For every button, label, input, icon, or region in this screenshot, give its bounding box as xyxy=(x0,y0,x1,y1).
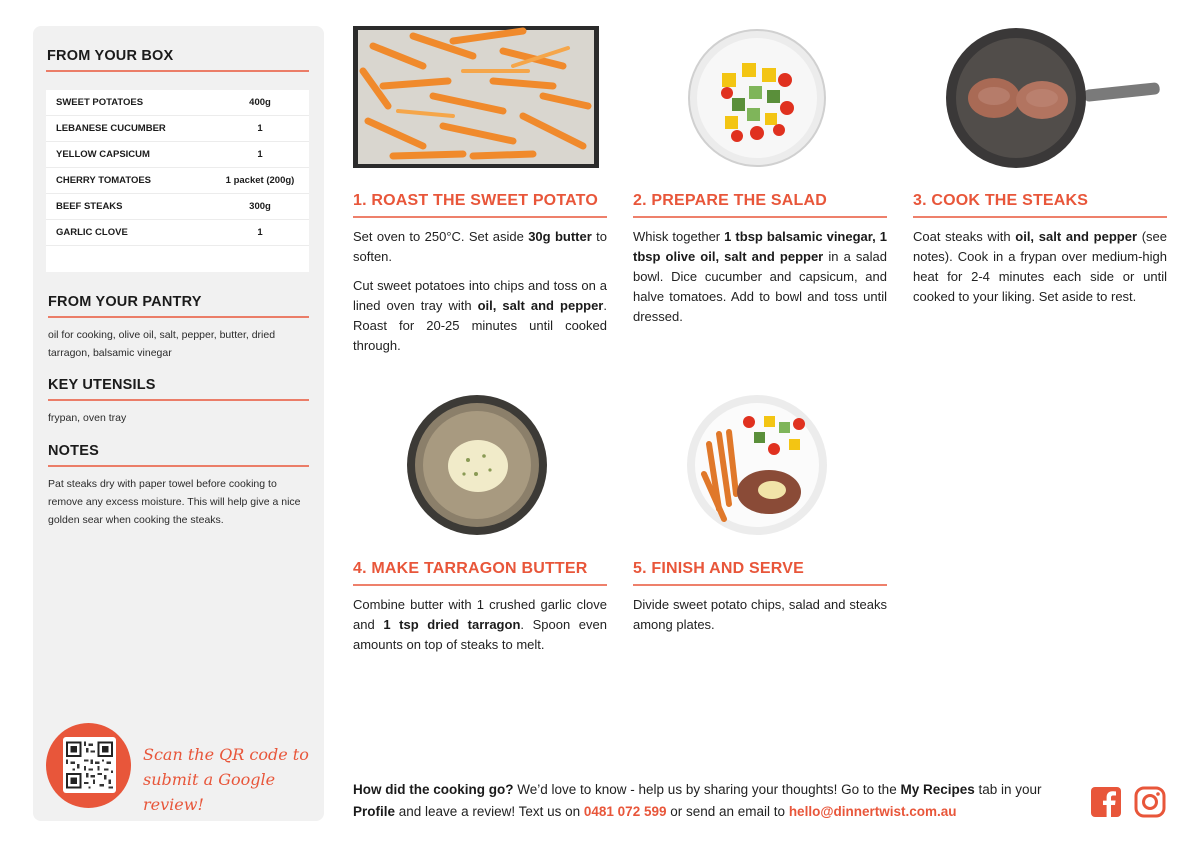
steaks-in-frypan-image xyxy=(944,26,1162,168)
step-divider xyxy=(353,216,607,218)
step-3-text: Coat steaks with oil, salt and pepper (see notes). Cook in a frypan over medium-high heat for 2-4 minutes each side or until cooked to your liking. Set aside to rest. xyxy=(913,229,1167,304)
sweet-potato-chips-on-tray-image xyxy=(353,26,599,168)
step-5-title: 5. FINISH AND SERVE xyxy=(633,560,804,577)
scan-text-line-2: submit a Google review! xyxy=(143,770,276,814)
heading-divider xyxy=(46,70,309,72)
ingredient-name: GARLIC CLOVE xyxy=(56,227,128,238)
step-2-title: 2. PREPARE THE SALAD xyxy=(633,192,827,209)
heading-divider xyxy=(48,316,309,318)
ingredient-row xyxy=(46,116,309,142)
ingredient-row xyxy=(46,194,309,220)
ingredient-row xyxy=(46,220,309,246)
notes-text: Pat steaks dry with paper towel before cooking to remove any excess moisture. This will help give a nice golden sear when cooking the steaks. xyxy=(48,477,301,526)
ingredient-qty: 1 xyxy=(257,149,263,160)
ingredient-name: YELLOW CAPSICUM xyxy=(56,149,150,160)
scan-qr-caption xyxy=(143,742,313,817)
notes-section xyxy=(48,443,309,529)
ingredient-row xyxy=(46,90,309,116)
ingredients-table xyxy=(46,90,309,272)
qr-badge[interactable] xyxy=(46,723,131,808)
ingredient-name: CHERRY TOMATOES xyxy=(56,175,152,186)
ingredient-qty: 300g xyxy=(249,201,271,212)
notes-heading: NOTES xyxy=(48,443,99,459)
pantry-text: oil for cooking, olive oil, salt, pepper, butter, dried tarragon, balsamic vinegar xyxy=(48,328,276,359)
footer-question: How did the cooking go? xyxy=(353,782,514,797)
scan-text-line-1: Scan the QR code to xyxy=(143,745,309,764)
tarragon-butter-bowl-image xyxy=(406,394,548,536)
pantry-heading: FROM YOUR PANTRY xyxy=(48,294,202,310)
utensils-text: frypan, oven tray xyxy=(48,411,127,424)
sidebar xyxy=(33,26,324,821)
pantry-section xyxy=(48,294,309,362)
salad-bowl-image xyxy=(687,28,827,168)
ingredient-qty: 1 packet (200g) xyxy=(225,175,295,186)
utensils-heading: KEY UTENSILS xyxy=(48,377,156,393)
ingredient-name: BEEF STEAKS xyxy=(56,201,123,212)
step-divider xyxy=(353,584,607,586)
facebook-icon[interactable] xyxy=(1090,786,1122,818)
ingredient-name: LEBANESE CUCUMBER xyxy=(56,123,166,134)
step-1-text: Set oven to 250°C. Set aside 30g butter to soften. Cut sweet potatoes into chips and toss on a lined oven tray with oil, salt and pepper. Roast for 20-25 minutes until cooked through. xyxy=(353,229,607,353)
heading-divider xyxy=(48,399,309,401)
utensils-section xyxy=(48,377,309,427)
ingredient-row xyxy=(46,168,309,194)
step-3-title: 3. COOK THE STEAKS xyxy=(913,192,1089,209)
step-2-text: Whisk together 1 tbsp balsamic vinegar, 1 tbsp olive oil, salt and pepper in a salad bowl. Dice cucumber and capsicum, and halve tomatoes. Add to bowl and toss until dressed. xyxy=(633,229,887,324)
heading-divider xyxy=(48,465,309,467)
ingredient-name: SWEET POTATOES xyxy=(56,97,144,108)
qr-code-icon[interactable] xyxy=(63,737,116,793)
step-5-text: Divide sweet potato chips, salad and steaks among plates. xyxy=(633,597,887,632)
plated-dish-image xyxy=(684,394,830,536)
review-footer: How did the cooking go? We’d love to know - help us by sharing your thoughts! Go to the My Recipes tab in your Profile and leave a review! Text us on 0481 072 599 or send an email to hello@dinnertwist.com.au xyxy=(353,782,1042,819)
email-link[interactable]: hello@dinnertwist.com.au xyxy=(788,804,957,819)
from-your-box-heading: FROM YOUR BOX xyxy=(47,48,174,64)
step-4-text: Combine butter with 1 crushed garlic clove and 1 tsp dried tarragon. Spoon even amounts on top of steaks to melt. xyxy=(353,597,608,652)
ingredient-qty: 1 xyxy=(257,123,263,134)
step-4-title: 4. MAKE TARRAGON BUTTER xyxy=(353,560,588,577)
my-recipes-link[interactable]: My Recipes xyxy=(900,782,975,797)
step-1-title: 1. ROAST THE SWEET POTATO xyxy=(353,192,599,209)
ingredient-qty: 400g xyxy=(249,97,271,108)
profile-link[interactable]: Profile xyxy=(353,804,396,819)
phone-link[interactable]: 0481 072 599 xyxy=(583,804,667,819)
instagram-icon[interactable] xyxy=(1134,786,1166,818)
ingredient-row xyxy=(46,142,309,168)
ingredient-qty: 1 xyxy=(257,227,263,238)
step-divider xyxy=(633,584,887,586)
step-divider xyxy=(633,216,887,218)
step-divider xyxy=(913,216,1167,218)
